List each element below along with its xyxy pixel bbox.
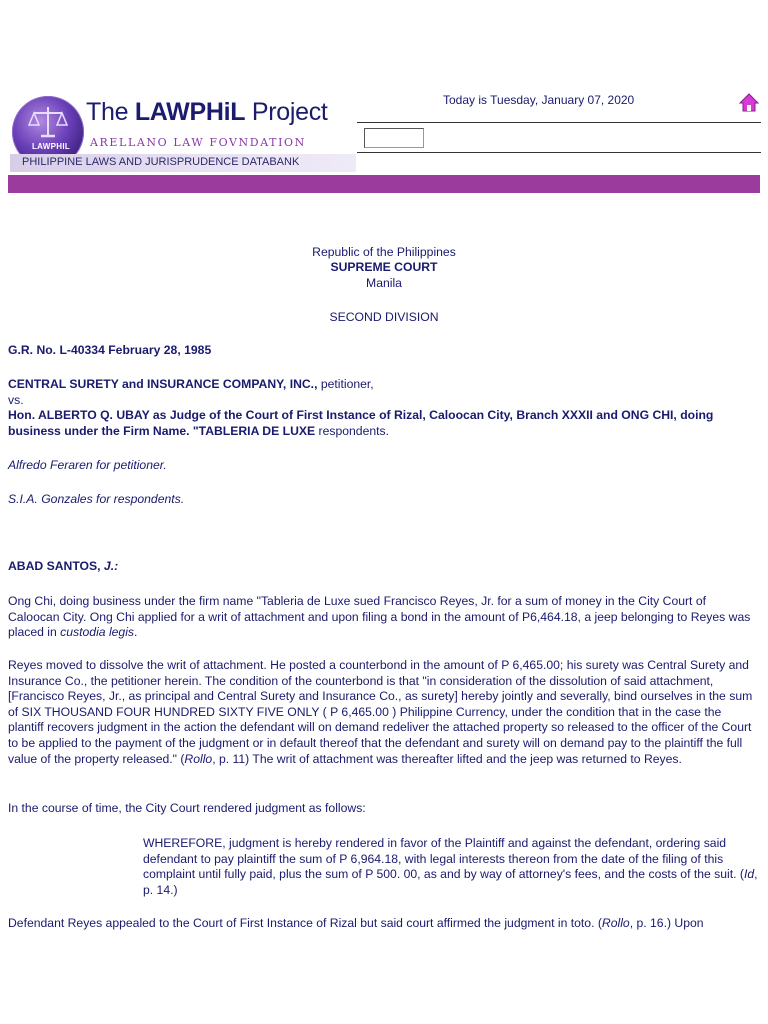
logo-subtitle: ARELLANO LAW FOVNDATION [90,136,306,149]
doc-gr-number: G.R. No. L-40334 February 28, 1985 [8,343,212,357]
doc-paragraph-2: Reyes moved to dissolve the writ of attachment. He posted a counterbond in the amount of P 6,465.00; his surety was Central Surety and Insurance Co., the petitioner herein. The condition of the counterbond is that "in consideration of the dissolution of said attachment, [Francisco Reyes, Jr., as principal and Central Surety and Insurance Co., as surety] hereby jointly and severally, bind ourselves in the sum of SIX THOUSAND FOUR HUNDRED SIXTY FIVE ONLY ( P 6,465.00 ) Philippine Currency, under the condition that in the case the plantiff recovers judgment in the action the defendant will on demand redeliver the attached property so released to the officer of the Court to be applied to the payment of the judgment or in default thereof that the defendant and surety will on demand pay to the plaintiff the full value of the property released." (Rollo, p. 11) The writ of attachment was thereafter lifted and the jeep was returned to Reyes. [8,658,753,766]
doc-paragraph-3: In the course of time, the City Court rendered judgment as follows: [8,801,366,815]
doc-counsel-respondents: S.I.A. Gonzales for respondents. [8,492,185,506]
doc-division: SECOND DIVISION [329,310,439,324]
header-purple-bar [8,175,760,193]
doc-paragraph-1: Ong Chi, doing business under the firm name "Tableria de Luxe sued Francisco Reyes, Jr. for a sum of money in the City Court of Caloocan City. Ong Chi applied for a writ of attachment and upon filing a bond in the amount of P6,464.18, a jeep belonging to Reyes was placed in custodia legis. [8,594,751,640]
home-icon[interactable] [738,92,760,114]
search-input[interactable] [364,128,424,148]
doc-city: Manila [366,276,402,290]
today-date: Today is Tuesday, January 07, 2020 [443,93,635,107]
doc-versus: vs. [8,393,24,407]
scales-of-justice-icon [28,104,68,140]
logo-badge: LAWPHIL [31,142,71,151]
doc-counsel-petitioner: Alfredo Feraren for petitioner. [8,458,167,472]
header-rule-bottom [357,152,761,153]
doc-ponente: ABAD SANTOS, J.: [8,559,119,573]
doc-court: SUPREME COURT [330,260,438,274]
logo-banner-text: PHILIPPINE LAWS AND JURISPRUDENCE DATABANK [22,156,300,168]
doc-paragraph-4: Defendant Reyes appealed to the Court of First Instance of Rizal but said court affirmed the judgment in toto. (Rollo, p. 16.) Upon [8,916,704,930]
doc-quoted-judgment: WHEREFORE, judgment is hereby rendered in favor of the Plaintiff and against the defendant, ordering said defendant to pay plaintiff the sum of P 6,964.18, with legal interests thereon from the date of the filing of this complaint until fully paid, plus the sum of P 500. 00, as and by way of attorney's fees, and the costs of the suit. (Id, p. 14.) [143,836,758,897]
doc-petitioner: CENTRAL SURETY and INSURANCE COMPANY, INC., petitioner, [8,377,374,391]
logo-title: The LAWPHiL Project [86,98,328,126]
doc-republic: Republic of the Philippines [312,245,456,259]
header-rule-top [357,122,761,123]
site-logo[interactable] [8,92,358,174]
doc-respondents: Hon. ALBERTO Q. UBAY as Judge of the Court of First Instance of Rizal, Caloocan City, Branch XXXII and ONG CHI, doing business under the Firm Name. "TABLERIA DE LUXE respondents. [8,408,714,438]
logo-banner [10,154,356,172]
